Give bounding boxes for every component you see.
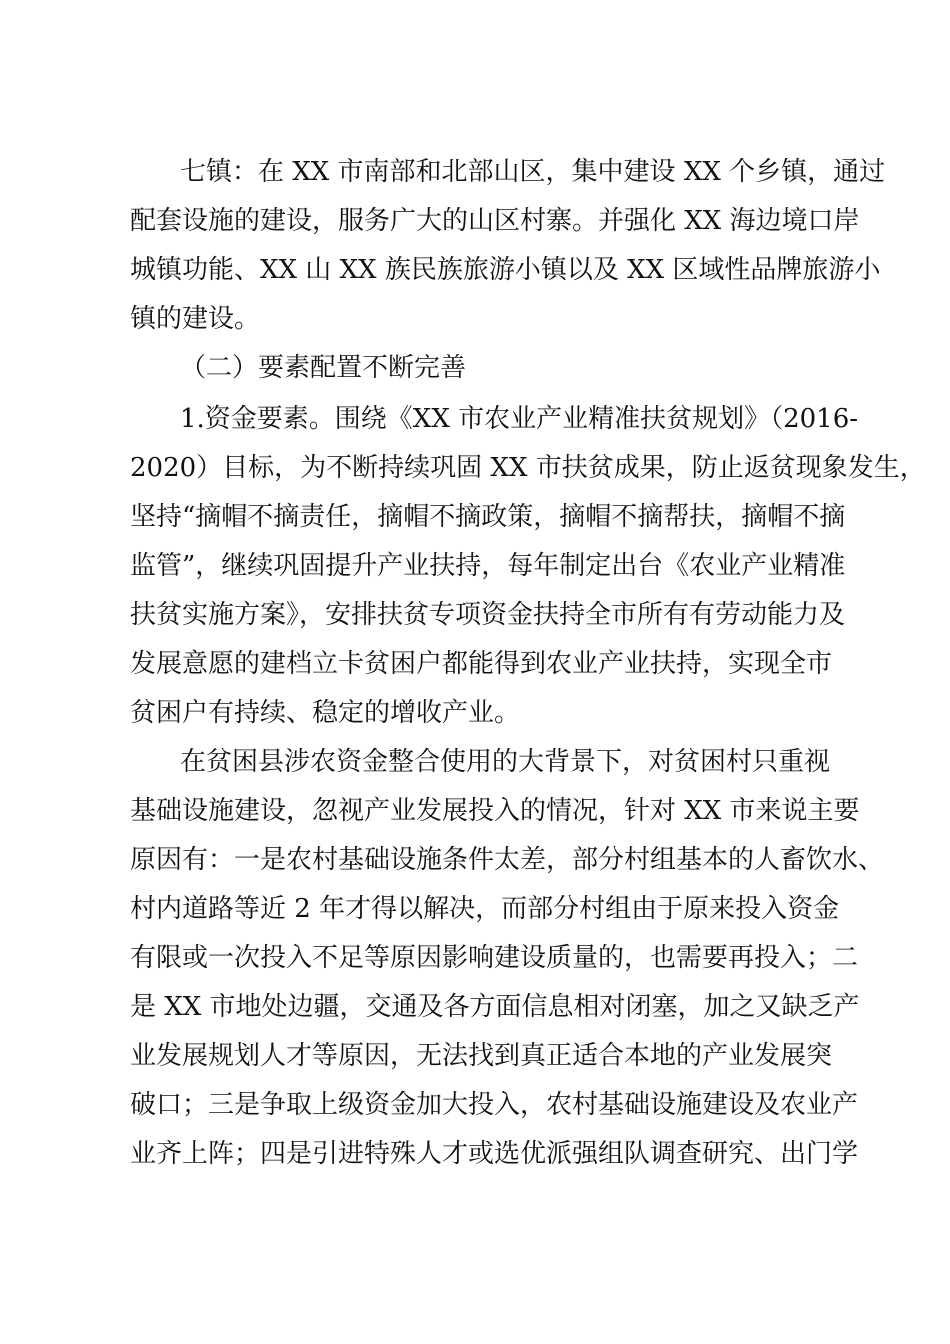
paragraph-background-line-6: 是 XX 市地处边疆，交通及各方面信息相对闭塞，加之又缺乏产	[130, 992, 860, 1022]
paragraph-funds-line-2: 2020）目标，为不断持续巩固 XX 市扶贫成果，防止返贫现象发生，	[130, 453, 926, 483]
paragraph-funds-line-6: 发展意愿的建档立卡贫困户都能得到农业产业扶持，实现全市	[130, 649, 833, 679]
paragraph-funds-line-4: 监管”，继续巩固提升产业扶持，每年制定出台《农业产业精准	[130, 551, 846, 581]
paragraph-funds-line-1: 1.资金要素。围绕《XX 市农业产业精准扶贫规划》（2016-	[180, 404, 859, 434]
paragraph-background-line-9: 业齐上阵；四是引进特殊人才或选优派强组队调查研究、出门学	[130, 1139, 859, 1169]
section-heading: （二）要素配置不断完善	[180, 353, 467, 383]
paragraph-funds-line-7: 贫困户有持续、稳定的增收产业。	[130, 698, 521, 728]
paragraph-qizhen-line-3: 城镇功能、XX 山 XX 族民族旅游小镇以及 XX 区域性品牌旅游小	[130, 255, 881, 285]
paragraph-qizhen-line-1: 七镇：在 XX 市南部和北部山区，集中建设 XX 个乡镇，通过	[180, 157, 886, 187]
paragraph-background-line-7: 业发展规划人才等原因，无法找到真正适合本地的产业发展突	[130, 1041, 833, 1071]
paragraph-funds-line-5: 扶贫实施方案》，安排扶贫专项资金扶持全市所有有劳动能力及	[130, 600, 846, 630]
paragraph-background-line-4: 村内道路等近 2 年才得以解决，而部分村组由于原来投入资金	[130, 894, 840, 924]
paragraph-background-line-1: 在贫困县涉农资金整合使用的大背景下，对贫困村只重视	[180, 747, 831, 777]
paragraph-background-line-5: 有限或一次投入不足等原因影响建设质量的，也需要再投入；二	[130, 943, 859, 973]
paragraph-background-line-3: 原因有：一是农村基础设施条件太差，部分村组基本的人畜饮水、	[130, 845, 885, 875]
paragraph-background-line-2: 基础设施建设，忽视产业发展投入的情况，针对 XX 市来说主要	[130, 796, 860, 826]
paragraph-funds-line-3: 坚持“摘帽不摘责任，摘帽不摘政策，摘帽不摘帮扶，摘帽不摘	[130, 502, 846, 532]
paragraph-qizhen-line-4: 镇的建设。	[130, 304, 261, 334]
paragraph-background-line-8: 破口；三是争取上级资金加大投入，农村基础设施建设及农业产	[130, 1090, 859, 1120]
paragraph-qizhen-line-2: 配套设施的建设，服务广大的山区村寨。并强化 XX 海边境口岸	[130, 206, 860, 236]
